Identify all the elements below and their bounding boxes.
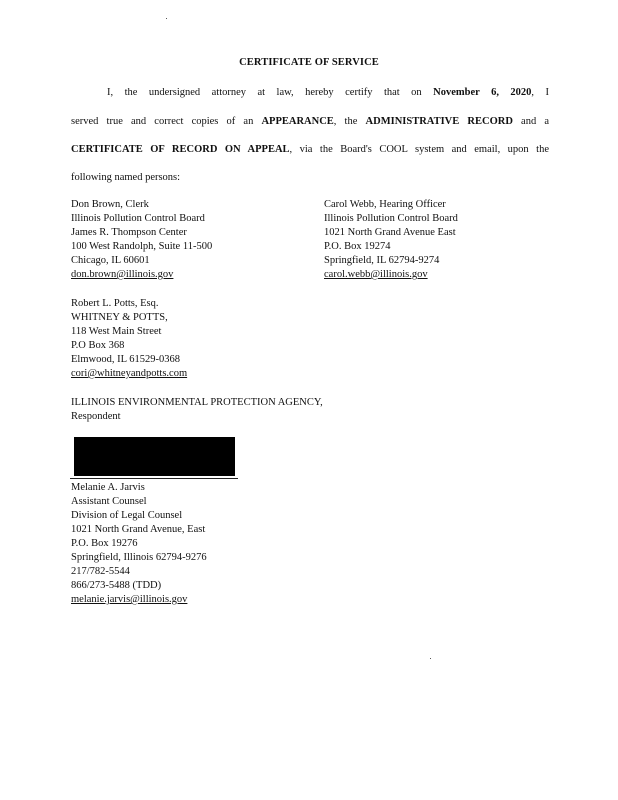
recipient-org: Illinois Pollution Control Board	[71, 213, 205, 224]
recipient-po-box: P.O Box 368	[71, 340, 125, 351]
recipient-city: Springfield, IL 62794-9274	[324, 255, 440, 266]
signature-agency	[71, 396, 323, 424]
scan-speck	[430, 658, 431, 659]
signatory-email-link[interactable]: melanie.jarvis@illinois.gov	[71, 594, 188, 605]
recipient-street: 100 West Randolph, Suite 11-500	[71, 241, 213, 252]
signatory-name: Melanie A. Jarvis	[71, 482, 145, 493]
recipient-po-box: P.O. Box 19274	[324, 241, 391, 252]
signatory-phone: 217/782-5544	[71, 566, 130, 577]
recipient-org: Illinois Pollution Control Board	[324, 213, 458, 224]
recipient-email-link[interactable]: carol.webb@illinois.gov	[324, 269, 428, 280]
certification-line-1: I, the undersigned attorney at law, hereby certify that on November 6, 2020, I	[107, 87, 550, 98]
recipient-city: Elmwood, IL 61529-0368	[71, 354, 180, 365]
signatory-po-box: P.O. Box 19276	[71, 538, 138, 549]
recipient-hearing-officer	[324, 198, 458, 282]
recipient-name: Carol Webb, Hearing Officer	[324, 199, 446, 210]
recipient-counsel	[71, 297, 187, 381]
scan-speck	[166, 18, 167, 19]
recipient-street: 118 West Main Street	[71, 326, 162, 337]
recipient-firm: WHITNEY & POTTS,	[71, 312, 168, 323]
recipient-name: Robert L. Potts, Esq.	[71, 298, 159, 309]
recipient-building: James R. Thompson Center	[71, 227, 187, 238]
signatory-block	[71, 481, 207, 607]
signatory-city: Springfield, Illinois 62794-9276	[71, 552, 207, 563]
recipient-street: 1021 North Grand Avenue East	[324, 227, 456, 238]
signatory-street: 1021 North Grand Avenue, East	[71, 524, 206, 535]
signatory-tdd: 866/273-5488 (TDD)	[71, 580, 162, 591]
redacted-signature	[74, 437, 235, 476]
recipient-email-link[interactable]: don.brown@illinois.gov	[71, 269, 174, 280]
recipient-email-link[interactable]: cori@whitneyandpotts.com	[71, 368, 188, 379]
agency-role: Respondent	[71, 411, 121, 422]
certificate-title: CERTIFICATE OF SERVICE	[239, 57, 379, 68]
signatory-division: Division of Legal Counsel	[71, 510, 183, 521]
certification-line-4: following named persons:	[71, 172, 181, 183]
recipient-clerk	[71, 198, 212, 282]
certification-line-3: CERTIFICATE OF RECORD ON APPEAL, via the Board's COOL system and email, upon the	[71, 144, 549, 155]
recipient-name: Don Brown, Clerk	[71, 199, 149, 210]
certification-line-2: served true and correct copies of an APPEARANCE, the ADMINISTRATIVE RECORD and a	[71, 116, 549, 127]
recipient-city: Chicago, IL 60601	[71, 255, 150, 266]
signatory-title: Assistant Counsel	[71, 496, 147, 507]
agency-name: ILLINOIS ENVIRONMENTAL PROTECTION AGENCY,	[71, 397, 323, 408]
signature-line	[70, 478, 238, 479]
